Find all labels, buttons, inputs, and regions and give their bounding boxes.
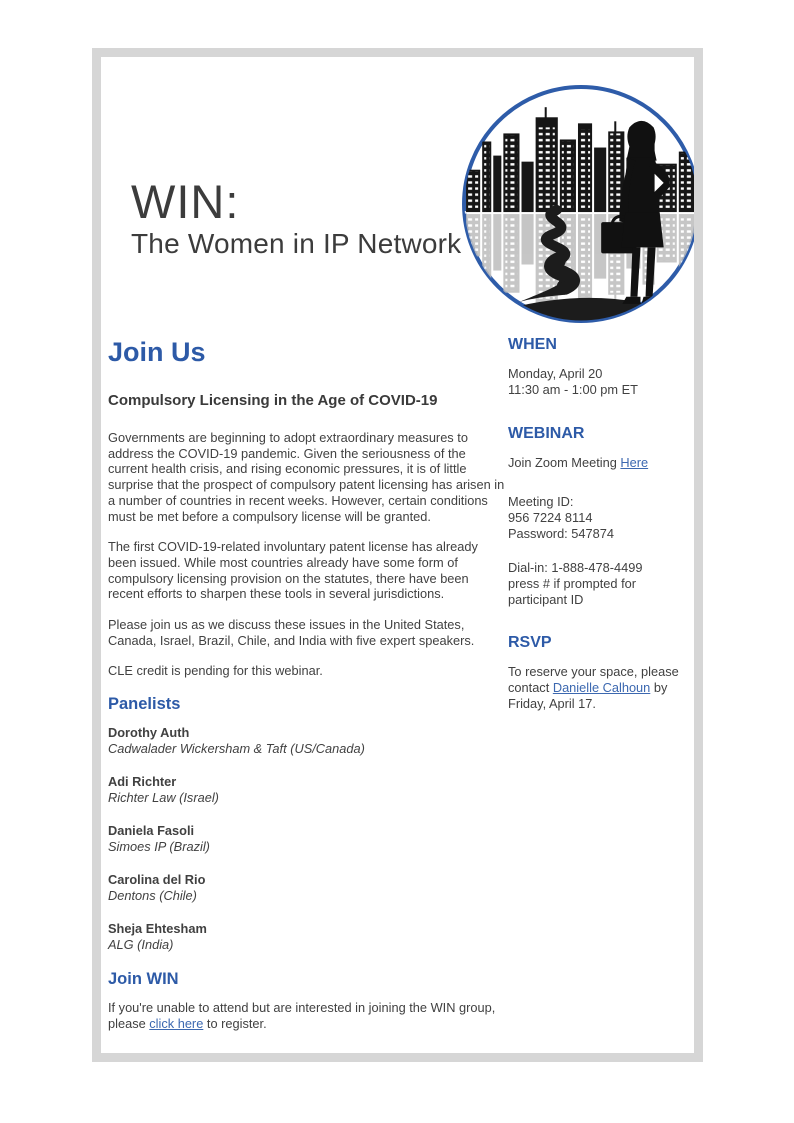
zoom-meeting-link[interactable]: Here	[620, 454, 649, 470]
panelist-firm: Simoes IP (Brazil)	[108, 839, 210, 855]
cle-credit-note: CLE credit is pending for this webinar.	[108, 663, 323, 679]
panelists-heading: Panelists	[108, 695, 181, 714]
logo-subtitle: The Women in IP Network	[131, 228, 462, 260]
panelist-firm: Dentons (Chile)	[108, 888, 197, 904]
join-win-text	[108, 1000, 507, 1031]
city-skyline-businesswoman-icon	[460, 83, 694, 325]
join-win-text-before: If you're unable to attend but are interested in joining the WIN group, please	[108, 1000, 496, 1031]
panelist-name: Dorothy Auth	[108, 725, 190, 741]
panelist-firm: Cadwalader Wickersham & Taft (US/Canada)	[108, 741, 365, 757]
content-card	[101, 57, 694, 1053]
panelist-firm: ALG (India)	[108, 937, 174, 953]
logo-title: WIN:	[131, 175, 240, 228]
header	[101, 57, 694, 335]
panelist-name: Sheja Ehtesham	[108, 921, 207, 937]
rsvp-contact-link[interactable]: Danielle Calhoun	[552, 679, 651, 695]
rsvp-heading: RSVP	[508, 633, 552, 651]
join-win-heading: Join WIN	[108, 970, 179, 989]
meeting-credentials	[508, 494, 689, 543]
panelist-item	[108, 774, 507, 806]
panelist-name: Adi Richter	[108, 774, 177, 790]
zoom-join-prefix: Join Zoom Meeting	[508, 454, 621, 470]
panelist-name: Carolina del Rio	[108, 872, 206, 888]
panelist-item	[108, 725, 507, 757]
zoom-join-line	[508, 455, 689, 471]
main-column	[108, 335, 507, 1047]
intro-paragraph-1: Governments are beginning to adopt extraordinary measures to address the COVID-19 pandemic. Given the seriousness of the current health crisis, and rising economic pressures, it is of little surprise that the prospect of compulsory patent licensing has arisen in a number of countries in recent weeks. However, certain conditions must be met before a compulsory license will be granted.	[108, 430, 505, 524]
webinar-topic-title: Compulsory Licensing in the Age of COVID-19	[108, 392, 438, 409]
meeting-id-label: Meeting ID:	[508, 493, 574, 509]
when-section	[508, 336, 689, 399]
dialin-number: Dial-in: 1-888-478-4499	[508, 559, 643, 575]
panelist-item	[108, 872, 507, 904]
intro-paragraph-3: Please join us as we discuss these issues in the United States, Canada, Israel, Brazil, Chile, and India with five expert speakers.	[108, 617, 475, 648]
win-logo	[131, 177, 461, 260]
panelist-name: Daniela Fasoli	[108, 823, 195, 839]
page-title: Join Us	[108, 337, 206, 367]
dialin-instruction-1: press # if prompted for	[508, 576, 637, 592]
event-time: 11:30 am - 1:00 pm ET	[508, 382, 638, 398]
dialin-info	[508, 560, 689, 609]
panelist-item	[108, 921, 507, 953]
register-link[interactable]: click here	[149, 1015, 204, 1031]
webinar-heading: WEBINAR	[508, 424, 585, 442]
content-columns	[101, 335, 694, 1047]
rsvp-section	[508, 634, 689, 713]
rsvp-text-before: To reserve your space, please contact	[508, 663, 679, 695]
intro-paragraph-2: The first COVID-19-related involuntary patent license has already been issued. While most countries already have some form of compulsory licensing provision on the statutes, there have been recent efforts to sharpen these tools in several jurisdictions.	[108, 539, 478, 602]
when-heading: WHEN	[508, 336, 557, 353]
panelist-item	[108, 823, 507, 855]
email-background-frame	[92, 48, 703, 1062]
webinar-section	[508, 425, 689, 609]
meeting-id-value: 956 7224 8114	[508, 510, 593, 526]
event-date: Monday, April 20	[508, 366, 603, 381]
meeting-password: Password: 547874	[508, 526, 614, 542]
rsvp-text-after: by Friday, April 17.	[508, 679, 668, 712]
join-win-text-after: to register.	[203, 1015, 267, 1031]
dialin-instruction-2: participant ID	[508, 592, 584, 608]
rsvp-text	[508, 664, 689, 713]
sidebar-column	[508, 335, 689, 713]
panelist-firm: Richter Law (Israel)	[108, 790, 219, 806]
